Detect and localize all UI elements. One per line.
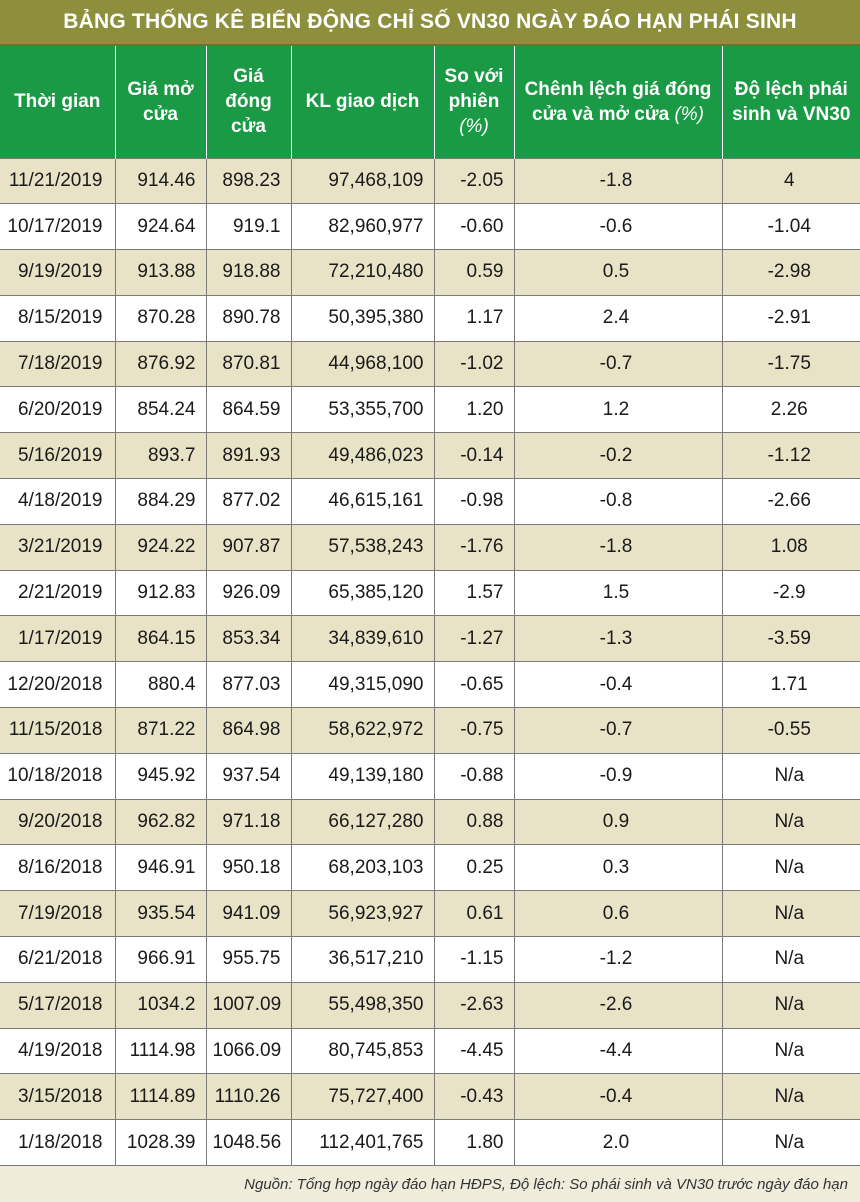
table-cell: 893.7 xyxy=(115,433,206,479)
table-cell: 4/19/2018 xyxy=(0,1028,115,1074)
table-cell: 2/21/2019 xyxy=(0,570,115,616)
table-cell: 2.26 xyxy=(722,387,860,433)
table-cell: 0.61 xyxy=(434,891,514,937)
table-cell: -1.8 xyxy=(514,158,722,204)
table-cell: 1.80 xyxy=(434,1120,514,1166)
table-cell: -1.15 xyxy=(434,937,514,983)
table-cell: 9/19/2019 xyxy=(0,250,115,296)
column-header-unit: (%) xyxy=(459,116,489,138)
table-cell: -2.05 xyxy=(434,158,514,204)
table-cell: -1.76 xyxy=(434,524,514,570)
column-header-label: KL giao dịch xyxy=(305,91,420,113)
table-row xyxy=(0,982,860,1028)
table-cell: 884.29 xyxy=(115,479,206,525)
table-row xyxy=(0,204,860,250)
column-header-label: Chênh lệch giá đóng cửa và mở cửa xyxy=(524,78,712,125)
table-cell: 945.92 xyxy=(115,753,206,799)
table-row xyxy=(0,616,860,662)
table-cell: 919.1 xyxy=(206,204,291,250)
table-cell: 44,968,100 xyxy=(291,341,434,387)
table-cell: 864.15 xyxy=(115,616,206,662)
vn30-table xyxy=(0,46,860,1166)
table-cell: -1.04 xyxy=(722,204,860,250)
table-cell: N/a xyxy=(722,845,860,891)
table-header xyxy=(0,46,860,158)
table-cell: 68,203,103 xyxy=(291,845,434,891)
table-cell: 0.5 xyxy=(514,250,722,296)
table-cell: 5/16/2019 xyxy=(0,433,115,479)
table-row xyxy=(0,845,860,891)
table-cell: -0.6 xyxy=(514,204,722,250)
table-cell: 1.71 xyxy=(722,662,860,708)
table-cell: -3.59 xyxy=(722,616,860,662)
table-cell: 1.17 xyxy=(434,295,514,341)
table-cell: -1.75 xyxy=(722,341,860,387)
table-cell: 7/18/2019 xyxy=(0,341,115,387)
table-cell: 926.09 xyxy=(206,570,291,616)
table-row xyxy=(0,708,860,754)
table-cell: 97,468,109 xyxy=(291,158,434,204)
table-cell: 877.02 xyxy=(206,479,291,525)
table-cell: N/a xyxy=(722,982,860,1028)
table-cell: 2.0 xyxy=(514,1120,722,1166)
table-cell: -0.88 xyxy=(434,753,514,799)
table-cell: 913.88 xyxy=(115,250,206,296)
column-header xyxy=(434,46,514,158)
header-row xyxy=(0,46,860,158)
table-cell: 72,210,480 xyxy=(291,250,434,296)
table-row xyxy=(0,891,860,937)
table-cell: 1/18/2018 xyxy=(0,1120,115,1166)
table-cell: 6/20/2019 xyxy=(0,387,115,433)
table-cell: 53,355,700 xyxy=(291,387,434,433)
table-cell: 907.87 xyxy=(206,524,291,570)
table-row xyxy=(0,1028,860,1074)
table-cell: 5/17/2018 xyxy=(0,982,115,1028)
table-row xyxy=(0,753,860,799)
table-cell: 924.22 xyxy=(115,524,206,570)
table-cell: 2.4 xyxy=(514,295,722,341)
table-cell: 8/16/2018 xyxy=(0,845,115,891)
table-cell: 971.18 xyxy=(206,799,291,845)
column-header-label: Độ lệch phái sinh và VN30 xyxy=(732,78,851,125)
table-cell: 112,401,765 xyxy=(291,1120,434,1166)
table-cell: 65,385,120 xyxy=(291,570,434,616)
table-row xyxy=(0,1074,860,1120)
table-cell: 946.91 xyxy=(115,845,206,891)
table-cell: 4/18/2019 xyxy=(0,479,115,525)
table-cell: 49,486,023 xyxy=(291,433,434,479)
table-cell: 50,395,380 xyxy=(291,295,434,341)
table-cell: -0.65 xyxy=(434,662,514,708)
table-cell: 55,498,350 xyxy=(291,982,434,1028)
column-header xyxy=(291,46,434,158)
table-cell: 1034.2 xyxy=(115,982,206,1028)
table-cell: 876.92 xyxy=(115,341,206,387)
table-cell: -0.60 xyxy=(434,204,514,250)
table-cell: -2.91 xyxy=(722,295,860,341)
table-cell: 1066.09 xyxy=(206,1028,291,1074)
table-cell: 1.08 xyxy=(722,524,860,570)
table-cell: 0.59 xyxy=(434,250,514,296)
table-cell: 0.3 xyxy=(514,845,722,891)
table-cell: N/a xyxy=(722,1028,860,1074)
table-cell: 937.54 xyxy=(206,753,291,799)
table-row xyxy=(0,387,860,433)
table-row xyxy=(0,937,860,983)
table-row xyxy=(0,158,860,204)
table-cell: 49,139,180 xyxy=(291,753,434,799)
table-cell: 1114.89 xyxy=(115,1074,206,1120)
table-cell: 924.64 xyxy=(115,204,206,250)
table-cell: -0.9 xyxy=(514,753,722,799)
table-body xyxy=(0,158,860,1166)
table-cell: 49,315,090 xyxy=(291,662,434,708)
table-cell: 56,923,927 xyxy=(291,891,434,937)
table-cell: 10/18/2018 xyxy=(0,753,115,799)
table-cell: 34,839,610 xyxy=(291,616,434,662)
table-cell: 914.46 xyxy=(115,158,206,204)
table-cell: -2.63 xyxy=(434,982,514,1028)
table-cell: 0.88 xyxy=(434,799,514,845)
table-cell: 891.93 xyxy=(206,433,291,479)
table-cell: 864.98 xyxy=(206,708,291,754)
table-cell: -0.4 xyxy=(514,662,722,708)
table-cell: -0.55 xyxy=(722,708,860,754)
table-cell: 12/20/2018 xyxy=(0,662,115,708)
table-cell: 871.22 xyxy=(115,708,206,754)
table-cell: 955.75 xyxy=(206,937,291,983)
table-cell: -1.2 xyxy=(514,937,722,983)
column-header xyxy=(115,46,206,158)
column-header xyxy=(0,46,115,158)
table-row xyxy=(0,479,860,525)
table-cell: -0.75 xyxy=(434,708,514,754)
table-cell: 1.20 xyxy=(434,387,514,433)
table-row xyxy=(0,295,860,341)
table-row xyxy=(0,570,860,616)
table-cell: 0.25 xyxy=(434,845,514,891)
table-cell: 1.2 xyxy=(514,387,722,433)
table-cell: 0.6 xyxy=(514,891,722,937)
table-cell: 1.57 xyxy=(434,570,514,616)
table-cell: 1007.09 xyxy=(206,982,291,1028)
table-cell: -1.3 xyxy=(514,616,722,662)
table-cell: -0.4 xyxy=(514,1074,722,1120)
table-cell: 935.54 xyxy=(115,891,206,937)
source-note: Nguồn: Tổng hợp ngày đáo hạn HĐPS, Độ lệch: So phái sinh và VN30 trước ngày đáo hạn xyxy=(0,1166,860,1202)
table-cell: -0.2 xyxy=(514,433,722,479)
table-row xyxy=(0,524,860,570)
table-cell: 870.81 xyxy=(206,341,291,387)
table-cell: -0.98 xyxy=(434,479,514,525)
column-header-label: Thời gian xyxy=(14,91,101,113)
table-cell: 66,127,280 xyxy=(291,799,434,845)
table-row xyxy=(0,250,860,296)
table-cell: 4 xyxy=(722,158,860,204)
table-cell: 58,622,972 xyxy=(291,708,434,754)
table-cell: 1/17/2019 xyxy=(0,616,115,662)
table-cell: 0.9 xyxy=(514,799,722,845)
table-cell: -1.02 xyxy=(434,341,514,387)
table-cell: 6/21/2018 xyxy=(0,937,115,983)
table-cell: 870.28 xyxy=(115,295,206,341)
table-row xyxy=(0,433,860,479)
table-cell: 3/15/2018 xyxy=(0,1074,115,1120)
table-cell: 80,745,853 xyxy=(291,1028,434,1074)
table-cell: 10/17/2019 xyxy=(0,204,115,250)
table-row xyxy=(0,341,860,387)
table-cell: 36,517,210 xyxy=(291,937,434,983)
table-cell: 46,615,161 xyxy=(291,479,434,525)
table-row xyxy=(0,799,860,845)
table-cell: 1.5 xyxy=(514,570,722,616)
table-cell: 950.18 xyxy=(206,845,291,891)
table-title: BẢNG THỐNG KÊ BIẾN ĐỘNG CHỈ SỐ VN30 NGÀY ĐÁO HẠN PHÁI SINH xyxy=(0,0,860,46)
table-cell: 880.4 xyxy=(115,662,206,708)
table-cell: -0.7 xyxy=(514,341,722,387)
table-cell: -0.8 xyxy=(514,479,722,525)
table-cell: -2.6 xyxy=(514,982,722,1028)
column-header-label: So với phiên xyxy=(444,66,504,113)
table-cell: -1.8 xyxy=(514,524,722,570)
table-cell: N/a xyxy=(722,1120,860,1166)
table-cell: -0.14 xyxy=(434,433,514,479)
table-cell: 877.03 xyxy=(206,662,291,708)
table-cell: 853.34 xyxy=(206,616,291,662)
table-cell: -4.4 xyxy=(514,1028,722,1074)
table-cell: -0.7 xyxy=(514,708,722,754)
table-cell: 890.78 xyxy=(206,295,291,341)
table-cell: -4.45 xyxy=(434,1028,514,1074)
table-row xyxy=(0,662,860,708)
table-cell: 1110.26 xyxy=(206,1074,291,1120)
column-header xyxy=(722,46,860,158)
table-cell: -2.66 xyxy=(722,479,860,525)
table-cell: 966.91 xyxy=(115,937,206,983)
table-cell: 912.83 xyxy=(115,570,206,616)
table-cell: 941.09 xyxy=(206,891,291,937)
table-cell: 11/21/2019 xyxy=(0,158,115,204)
table-cell: 7/19/2018 xyxy=(0,891,115,937)
column-header-label: Giá mở cửa xyxy=(127,78,194,125)
table-cell: 9/20/2018 xyxy=(0,799,115,845)
table-cell: 854.24 xyxy=(115,387,206,433)
table-cell: -2.98 xyxy=(722,250,860,296)
table-cell: 75,727,400 xyxy=(291,1074,434,1120)
table-cell: 918.88 xyxy=(206,250,291,296)
table-cell: N/a xyxy=(722,799,860,845)
table-cell: 57,538,243 xyxy=(291,524,434,570)
table-cell: 8/15/2019 xyxy=(0,295,115,341)
table-cell: 11/15/2018 xyxy=(0,708,115,754)
table-cell: 1028.39 xyxy=(115,1120,206,1166)
table-cell: 1048.56 xyxy=(206,1120,291,1166)
table-cell: -0.43 xyxy=(434,1074,514,1120)
table-cell: -1.27 xyxy=(434,616,514,662)
table-cell: N/a xyxy=(722,891,860,937)
table-row xyxy=(0,1120,860,1166)
table-cell: N/a xyxy=(722,1074,860,1120)
table-cell: 1114.98 xyxy=(115,1028,206,1074)
column-header xyxy=(514,46,722,158)
table-cell: -1.12 xyxy=(722,433,860,479)
table-cell: 3/21/2019 xyxy=(0,524,115,570)
table-cell: N/a xyxy=(722,753,860,799)
table-cell: 82,960,977 xyxy=(291,204,434,250)
table-cell: N/a xyxy=(722,937,860,983)
column-header-label: Giá đóng cửa xyxy=(225,66,272,138)
table-cell: 864.59 xyxy=(206,387,291,433)
table-cell: 962.82 xyxy=(115,799,206,845)
column-header xyxy=(206,46,291,158)
column-header-unit: (%) xyxy=(674,103,704,125)
table-cell: 898.23 xyxy=(206,158,291,204)
table-cell: -2.9 xyxy=(722,570,860,616)
